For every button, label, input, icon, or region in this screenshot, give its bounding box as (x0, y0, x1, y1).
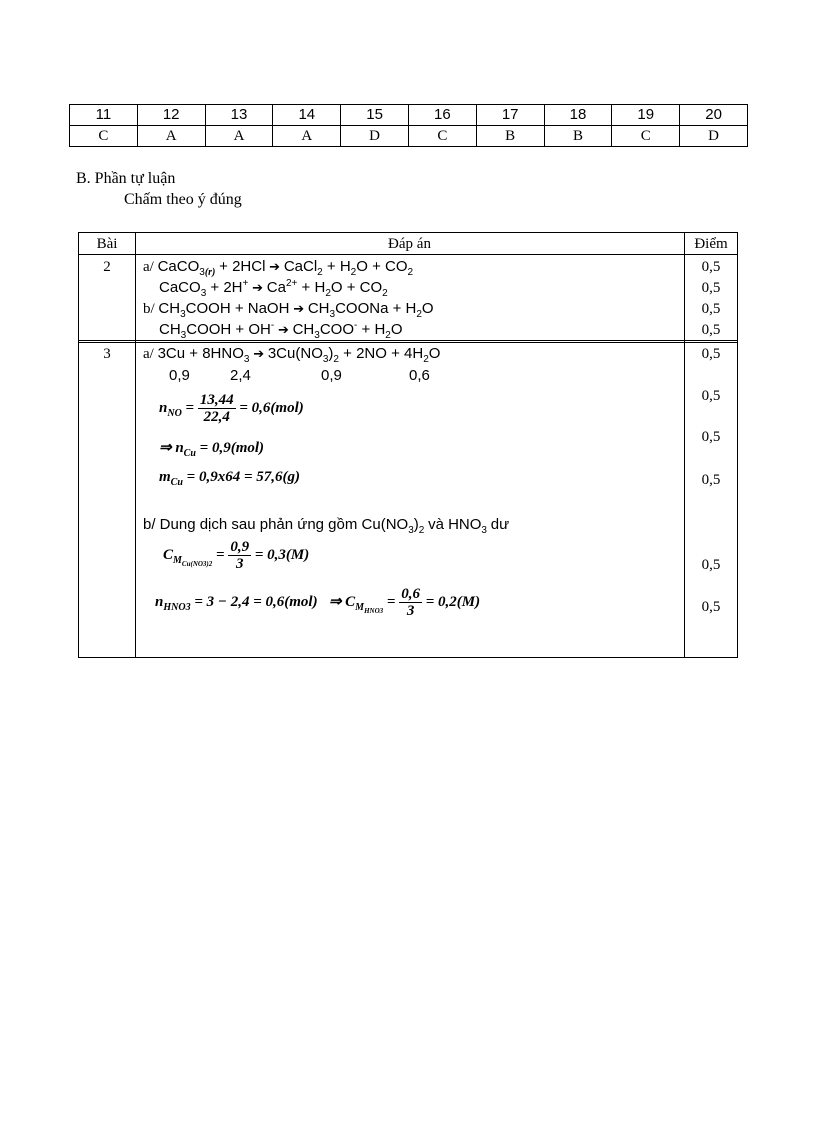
mole-value: 0,6 (409, 367, 430, 384)
question-number: 12 (137, 105, 205, 126)
answer-letter: C (612, 126, 680, 147)
formula-n-no: $n_{NO}$ = $\frac{13,44}{22,4}$ = 0,6(mol) (159, 392, 304, 426)
score: 0,5 (701, 429, 721, 445)
right-arrow-icon: ➔ (293, 302, 305, 317)
mole-value: 0,9 (169, 367, 190, 384)
part-prefix: b/ (143, 301, 155, 317)
mole-value: 0,9 (321, 367, 342, 384)
score: 0,5 (701, 301, 721, 317)
formula-c-cu: $C_{M_{Cu(NO3)2}}$ = $\frac{0,9}{3}$ = 0,3(M) (163, 539, 310, 573)
question-number: 20 (680, 105, 748, 126)
score: 0,5 (701, 388, 721, 404)
score: 0,5 (701, 280, 721, 296)
mole-value: 2,4 (230, 367, 251, 384)
formula-m-cu: $m_{Cu} = 0,9x64 = 57,6(g)$ (159, 469, 300, 488)
answer-letter: B (544, 126, 612, 147)
right-arrow-icon: ➔ (253, 347, 265, 362)
score: 0,5 (701, 322, 721, 338)
answer-letter: A (205, 126, 273, 147)
score: 0,5 (701, 259, 721, 275)
section-title: B. Phần tự luận (76, 170, 176, 187)
score: 0,5 (701, 346, 721, 362)
question-number: 17 (476, 105, 544, 126)
score: 0,5 (701, 599, 721, 615)
question-number: 18 (544, 105, 612, 126)
score: 0,5 (701, 472, 721, 488)
right-arrow-icon: ➔ (269, 260, 281, 275)
answer-letter: D (341, 126, 409, 147)
part-prefix: a/ (143, 259, 154, 275)
column-divider (135, 233, 136, 657)
equation-line: a/ $3Cu + 8HNO_3$ ➔ $3Cu(NO_3)_2 + 2NO + 4H_2O$ (143, 345, 441, 365)
question-number: 19 (612, 105, 680, 126)
question-number: 16 (408, 105, 476, 126)
essay-marking-table (78, 232, 738, 658)
right-arrow-icon: ➔ (277, 323, 289, 338)
question-number-row (70, 105, 748, 126)
formula-c-hno3: $n_{HNO3} = 3 - 2,4 = 0,6(mol)$ ⇒ $C_{M_{HNO3}}$ = $\frac{0,6}{3}$ = 0,2(M) (155, 586, 481, 620)
formula-n-cu: ⇒ $n_{Cu} = 0,9(mol)$ (159, 440, 265, 459)
question-number: 2 (103, 259, 111, 275)
question-number: 14 (273, 105, 341, 126)
equation-line: CaCO$_3$ + 2H+ ➔ $Ca^{2+} + H_2O + CO_2$ (159, 278, 388, 299)
answer-key-table (69, 104, 748, 147)
question-number: 13 (205, 105, 273, 126)
question-number: 11 (70, 105, 138, 126)
answer-letter: A (273, 126, 341, 147)
score: 0,5 (701, 557, 721, 573)
answer-letter: B (476, 126, 544, 147)
question-number: 3 (103, 346, 111, 362)
answer-letter: C (408, 126, 476, 147)
section-subtitle: Chấm theo ý đúng (124, 191, 242, 208)
equation-line: $CH_3COOH + OH^-$ ➔ $CH_3COO^- + H_2O$ (159, 320, 403, 341)
answer-row (70, 126, 748, 147)
row-divider (79, 340, 737, 343)
question-number: 15 (341, 105, 409, 126)
equation-line: a/ CaCO$_{3(r)}$ + 2HCl ➔ CaCl$_2$ + $H_2O + CO_2$ (143, 258, 414, 278)
answer-letter: A (137, 126, 205, 147)
right-arrow-icon: ➔ (252, 281, 264, 296)
part-b-text: b/ Dung dịch sau phản ứng gồm $Cu(NO_3)_2$ và $HNO_3$ dư (143, 516, 510, 536)
answer-letter: D (680, 126, 748, 147)
part-prefix: a/ (143, 346, 154, 362)
header-bai: Bài (96, 236, 118, 252)
header-divider (79, 254, 737, 255)
header-dap-an: Đáp án (388, 236, 431, 252)
answer-letter: C (70, 126, 138, 147)
header-diem: Điểm (694, 236, 728, 252)
equation-line: b/ $CH_3COOH$ + NaOH ➔ $CH_3COONa + H_2O$ (143, 300, 434, 320)
